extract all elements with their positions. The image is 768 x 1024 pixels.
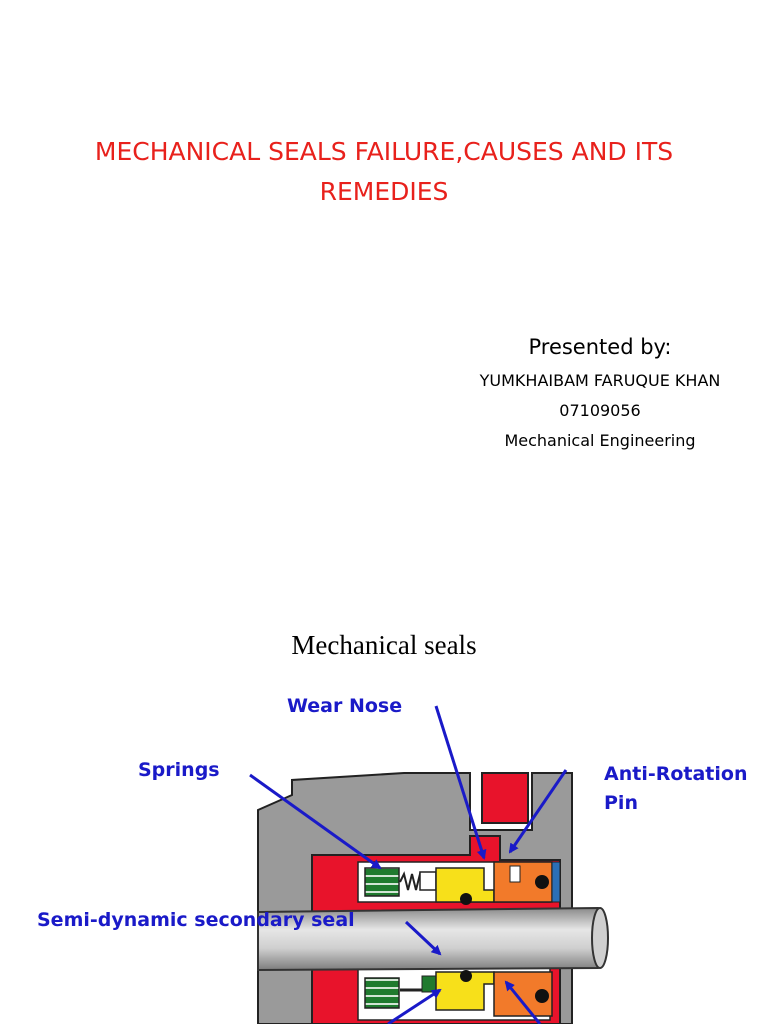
label-wear-nose: Wear Nose xyxy=(287,695,403,717)
seal-slide-title: Mechanical seals xyxy=(291,630,477,660)
title-line-2: REMEDIES xyxy=(319,177,449,206)
o-ring-lower-right xyxy=(535,989,549,1003)
presented-by-label: Presented by: xyxy=(528,335,672,359)
label-anti-rotation-line-1: Anti-Rotation xyxy=(604,763,748,785)
presenter-name: YUMKHAIBAM FARUQUE KHAN xyxy=(479,371,721,390)
o-ring-lower-left xyxy=(460,970,472,982)
label-semi-dynamic-secondary-seal: Semi-dynamic secondary seal xyxy=(37,909,355,931)
anti-rotation-pin-housing xyxy=(482,773,528,823)
title-line-1: MECHANICAL SEALS FAILURE,CAUSES AND ITS xyxy=(94,137,674,166)
presenter-department: Mechanical Engineering xyxy=(504,431,696,450)
label-anti-rotation-line-2: Pin xyxy=(604,792,638,814)
label-anti-rotation-pin xyxy=(604,760,747,818)
spring-holder-lower xyxy=(365,978,399,1008)
spring-holder-upper xyxy=(365,868,399,896)
o-ring-upper-left xyxy=(460,893,472,905)
label-springs: Springs xyxy=(138,759,220,781)
presenter-roll-number: 07109056 xyxy=(559,401,641,420)
o-ring-upper-right xyxy=(535,875,549,889)
